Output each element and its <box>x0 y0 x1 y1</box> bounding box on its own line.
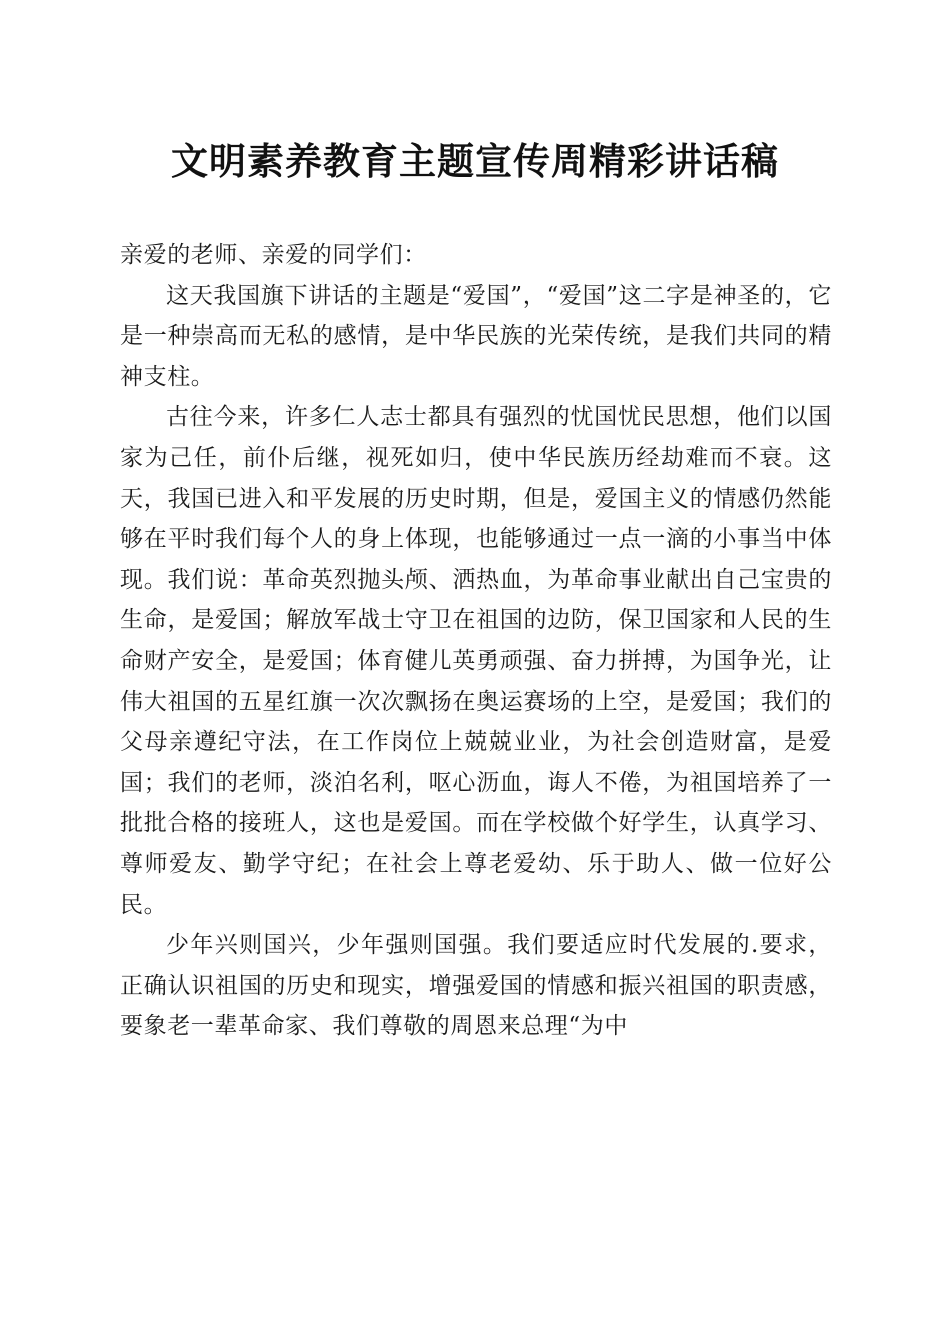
greeting: 亲爱的老师、亲爱的同学们： <box>120 242 427 268</box>
document-body <box>120 235 832 1047</box>
paragraph-2: 古往今来，许多仁人志士都具有强烈的忧国忧民思想，他们以国家为己任，前仆后继，视死如归，使中华民族历经劫难而不衰。这天，我国已进入和平发展的历史时期，但是，爱国主义的情感仍然能够在平时我们每个人的身上体现，也能够通过一点一滴的小事当中体现。我们说：革命英烈抛头颅、洒热血，为革命事业献出自己宝贵的生命，是爱国；解放军战士守卫在祖国的边防，保卫国家和人民的生命财产安全，是爱国；体育健儿英勇顽强、奋力拼搏，为国争光，让伟大祖国的五星红旗一次次飘扬在奥运赛场的上空，是爱国；我们的父母亲遵纪守法，在工作岗位上兢兢业业，为社会创造财富，是爱国；我们的老师，淡泊名利，呕心沥血，诲人不倦，为祖国培养了一批批合格的接班人，这也是爱国。而在学校做个好学生，认真学习、尊师爱友、勤学守纪；在社会上尊老爱幼、乐于助人、做一位好公民。 <box>120 404 832 918</box>
paragraph-3: 少年兴则国兴，少年强则国强。我们要适应时代发展的.要求，正确认识祖国的历史和现实，增强爱国的情感和振兴祖国的职责感，要象老一辈革命家、我们尊敬的周恩来总理“为中 <box>120 932 832 1040</box>
paragraph-1: 这天我国旗下讲话的主题是“爱国”，“爱国”这二字是神圣的，它是一种崇高而无私的感情，是中华民族的光荣传统，是我们共同的精神支柱。 <box>120 282 832 390</box>
document-title: 文明素养教育主题宣传周精彩讲话稿 <box>171 139 779 183</box>
